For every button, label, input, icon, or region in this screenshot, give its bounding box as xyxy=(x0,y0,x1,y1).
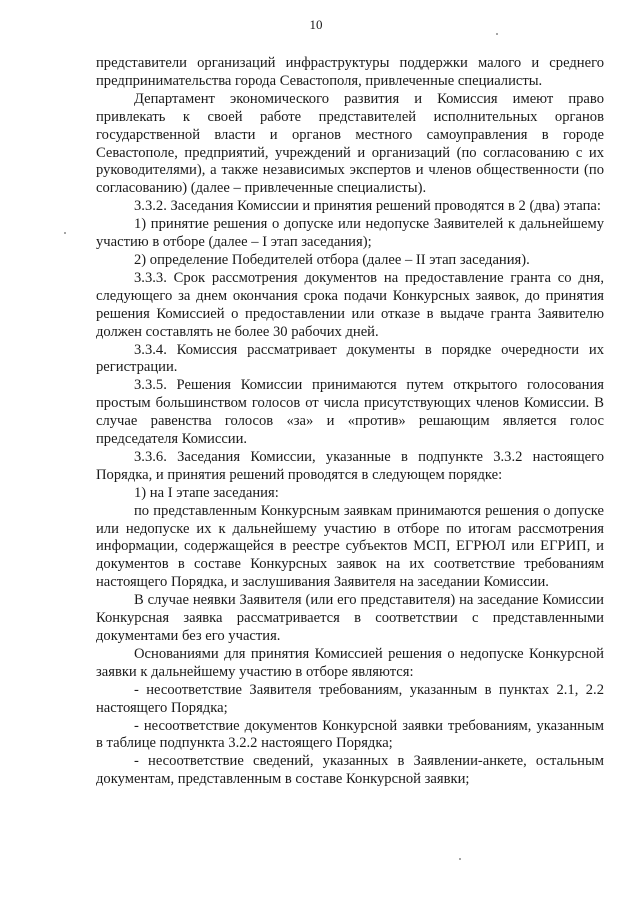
document-body xyxy=(96,55,604,789)
paragraph: 3.3.5. Решения Комиссии принимаются путем открытого голосования простым большинством голосов от числа присутствующих членов Комиссии. В случае равенства голосов «за» и «против» решающим является голос председателя Комиссии. xyxy=(96,377,604,448)
paragraph: 3.3.3. Срок рассмотрения документов на предоставление гранта со дня, следующего за днем окончания срока подачи Конкурсных заявок, до принятия решения Комиссией о предоставлении или отказе в выдаче гранта Заявителю должен составлять не более 30 рабочих дней. xyxy=(96,269,604,340)
paragraph: 1) принятие решения о допуске или недопуске Заявителей к дальнейшему участию в отборе (далее – I этап заседания); xyxy=(96,216,604,251)
paragraph: 1) на I этапе заседания: xyxy=(134,484,279,501)
paragraph: 3.3.6. Заседания Комиссии, указанные в подпункте 3.3.2 настоящего Порядка, и принятия решений проводятся в следующем порядке: xyxy=(96,448,604,483)
paragraph: представители организаций инфраструктуры поддержки малого и среднего предпринимательства города Севастополя, привлеченные специалисты. xyxy=(96,55,604,89)
paragraph: - несоответствие сведений, указанных в Заявлении-анкете, остальным документам, представленным в составе Конкурсной заявки; xyxy=(96,753,604,788)
paragraph: Департамент экономического развития и Комиссия имеют право привлекать к своей работе представителей исполнительных органов государственной власти и органов местного самоуправления в городе Севастополе, предприятий, учреждений и организаций (по согласованию с их руководителями), а также независимых экспертов и членов общественности (по согласованию) (далее – привлеченные специалисты). xyxy=(96,90,604,197)
paragraph: 2) определение Победителей отбора (далее – II этап заседания). xyxy=(134,251,530,268)
paragraph: Основаниями для принятия Комиссией решения о недопуске Конкурсной заявки к дальнейшему участию в отборе являются: xyxy=(96,645,604,680)
paragraph: 3.3.2. Заседания Комиссии и принятия решений проводятся в 2 (два) этапа: xyxy=(134,198,601,215)
scan-speck xyxy=(459,858,461,860)
paragraph: 3.3.4. Комиссия рассматривает документы в порядке очередности их регистрации. xyxy=(96,341,604,376)
scan-speck xyxy=(496,33,498,35)
paragraph: - несоответствие Заявителя требованиям, указанным в пунктах 2.1, 2.2 настоящего Порядка; xyxy=(96,681,604,716)
scan-speck xyxy=(64,232,66,234)
paragraph: - несоответствие документов Конкурсной заявки требованиям, указанным в таблице подпункта 3.2.2 настоящего Порядка; xyxy=(96,717,604,752)
paragraph: по представленным Конкурсным заявкам принимаются решения о допуске или недопуске их к дальнейшему участию в отборе по итогам рассмотрения информации, содержащейся в реестре субъектов МСП, ЕГРЮЛ или ЕГРИП, и документов в составе Конкурсных заявок на их соответствие требованиям настоящего Порядка, и заслушивания Заявителя на заседании Комиссии. xyxy=(96,502,604,591)
paragraph: В случае неявки Заявителя (или его представителя) на заседание Комиссии Конкурсная заявка рассматривается в соответствии с представленными документами без его участия. xyxy=(96,592,604,644)
page-number: 10 xyxy=(309,17,323,32)
